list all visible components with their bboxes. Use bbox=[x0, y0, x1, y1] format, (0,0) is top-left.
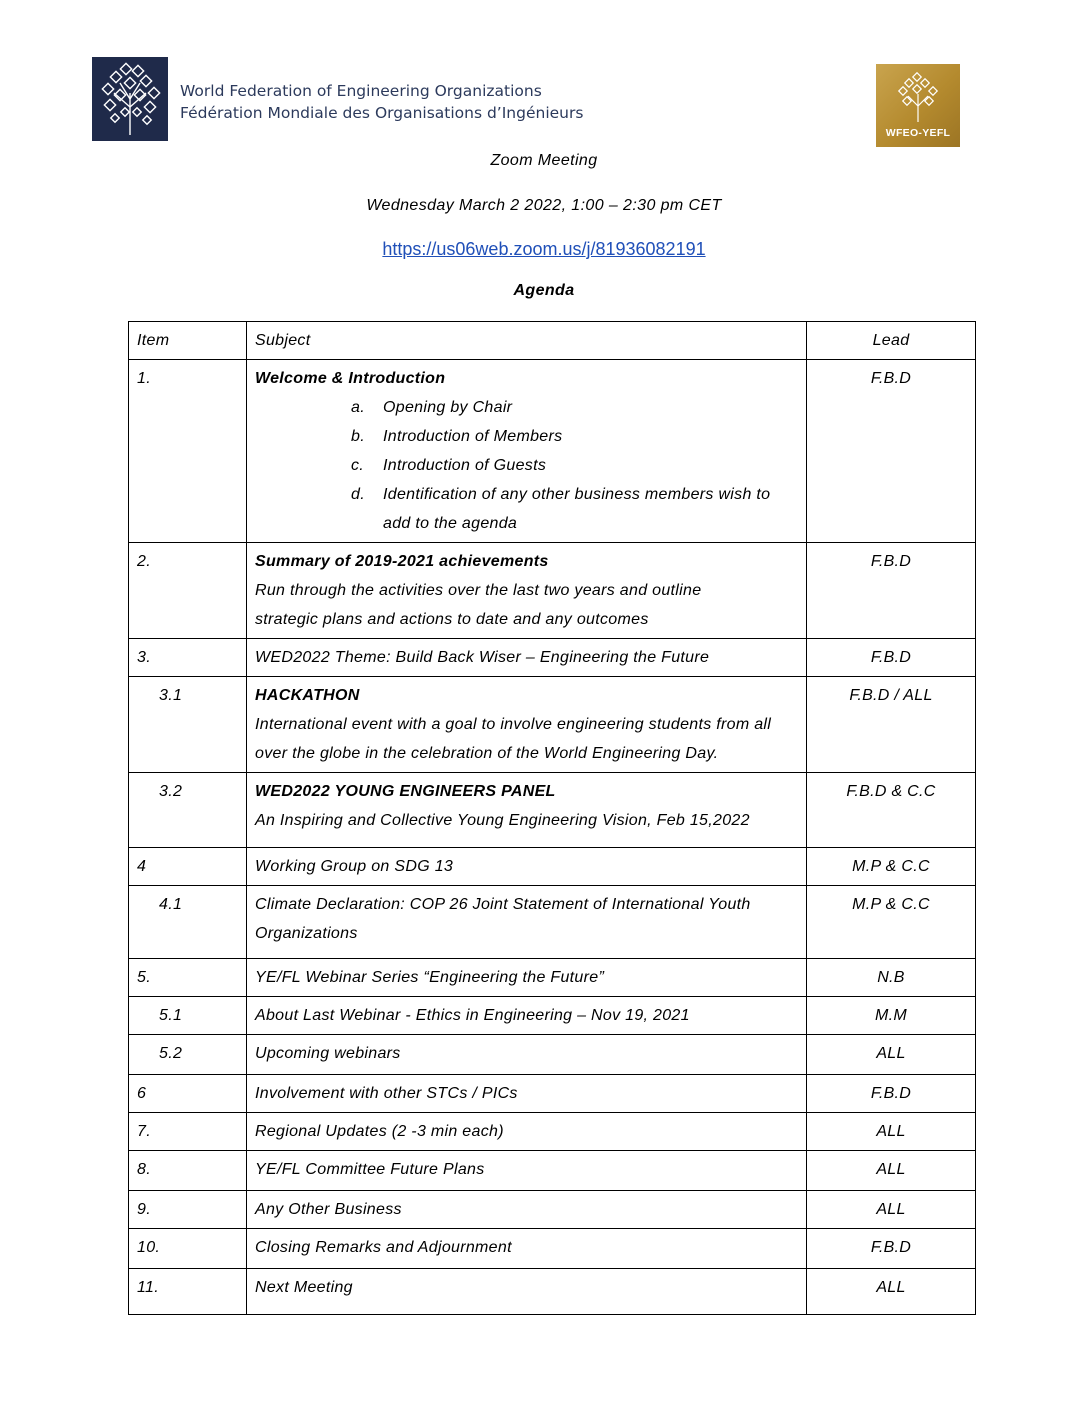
list-item bbox=[255, 451, 798, 480]
wfeo-yefl-logo bbox=[876, 64, 960, 147]
row-title: WED2022 YOUNG ENGINEERS PANEL bbox=[255, 783, 556, 800]
row-lead: F.B.D & C.C bbox=[807, 773, 976, 848]
row-description: Run through the activities over the last two years and outline strategic plans and actions to date and any outcomes bbox=[255, 582, 702, 628]
row-lead: M.M bbox=[807, 997, 976, 1035]
agenda-label: Agenda bbox=[513, 282, 575, 299]
table-row bbox=[129, 1229, 976, 1269]
row-lead: F.B.D bbox=[807, 1229, 976, 1269]
org-name-english: World Federation of Engineering Organizations bbox=[180, 82, 542, 100]
list-letter: a. bbox=[351, 399, 365, 416]
list-letter: b. bbox=[351, 428, 365, 445]
row-title: HACKATHON bbox=[255, 687, 360, 704]
row-lead: F.B.D bbox=[807, 1075, 976, 1113]
list-item bbox=[255, 422, 798, 451]
row-title: Working Group on SDG 13 bbox=[247, 848, 807, 886]
row-item: 3. bbox=[129, 639, 247, 677]
table-row bbox=[129, 543, 976, 639]
organization-names bbox=[180, 80, 583, 124]
row-description: Upcoming webinars bbox=[247, 1035, 807, 1075]
tree-icon bbox=[876, 68, 960, 128]
row-item: 4.1 bbox=[129, 886, 247, 959]
table-row bbox=[129, 1269, 976, 1315]
tree-icon bbox=[92, 57, 168, 141]
row-subject bbox=[247, 543, 807, 639]
list-letter: d. bbox=[351, 486, 365, 503]
row-item: 3.2 bbox=[129, 773, 247, 848]
row-lead: ALL bbox=[807, 1035, 976, 1075]
list-item bbox=[255, 480, 798, 538]
row-item: 7. bbox=[129, 1113, 247, 1151]
row-title: Closing Remarks and Adjournment bbox=[247, 1229, 807, 1269]
row-lead: F.B.D bbox=[807, 639, 976, 677]
table-row bbox=[129, 1035, 976, 1075]
row-subject bbox=[247, 677, 807, 773]
row-description: About Last Webinar - Ethics in Engineering – Nov 19, 2021 bbox=[247, 997, 807, 1035]
table-row bbox=[129, 959, 976, 997]
list-text: Introduction of Members bbox=[383, 428, 563, 445]
row-item: 3.1 bbox=[129, 677, 247, 773]
logo-caption: WFEO-YEFL bbox=[885, 127, 951, 139]
row-lead: M.P & C.C bbox=[807, 886, 976, 959]
zoom-link[interactable]: https://us06web.zoom.us/j/81936082191 bbox=[382, 239, 706, 259]
row-title: Welcome & Introduction bbox=[255, 370, 446, 387]
row-lead: ALL bbox=[807, 1113, 976, 1151]
row-lead: ALL bbox=[807, 1191, 976, 1229]
row-description: International event with a goal to involve engineering students from all over the globe in the celebration of the World Engineering Day. bbox=[255, 716, 772, 762]
row-title: Summary of 2019-2021 achievements bbox=[255, 553, 549, 570]
row-item: 8. bbox=[129, 1151, 247, 1191]
table-row bbox=[129, 886, 976, 959]
org-name-french: Fédération Mondiale des Organisations d’Ingénieurs bbox=[180, 104, 584, 122]
row-item: 5. bbox=[129, 959, 247, 997]
list-text: Identification of any other business members wish to add to the agenda bbox=[383, 486, 771, 532]
row-lead: F.B.D bbox=[807, 543, 976, 639]
table-row bbox=[129, 360, 976, 543]
row-title: YE/FL Webinar Series “Engineering the Future” bbox=[247, 959, 807, 997]
row-item: 6 bbox=[129, 1075, 247, 1113]
row-item: 9. bbox=[129, 1191, 247, 1229]
header-item: Item bbox=[129, 322, 247, 360]
row-item: 5.2 bbox=[129, 1035, 247, 1075]
row-lead: M.P & C.C bbox=[807, 848, 976, 886]
header-lead: Lead bbox=[807, 322, 976, 360]
list-text: Opening by Chair bbox=[383, 399, 513, 416]
list-text: Introduction of Guests bbox=[383, 457, 547, 474]
row-title: YE/FL Committee Future Plans bbox=[247, 1151, 807, 1191]
row-item: 2. bbox=[129, 543, 247, 639]
sub-item-list bbox=[255, 393, 798, 538]
row-lead: ALL bbox=[807, 1269, 976, 1315]
row-lead: N.B bbox=[807, 959, 976, 997]
table-row bbox=[129, 1151, 976, 1191]
row-item: 1. bbox=[129, 360, 247, 543]
table-row bbox=[129, 1113, 976, 1151]
row-title: WED2022 Theme: Build Back Wiser – Engineering the Future bbox=[247, 639, 807, 677]
list-letter: c. bbox=[351, 457, 365, 474]
row-item: 10. bbox=[129, 1229, 247, 1269]
row-title: Regional Updates (2 -3 min each) bbox=[247, 1113, 807, 1151]
table-row bbox=[129, 997, 976, 1035]
table-header-row bbox=[129, 322, 976, 360]
agenda-table bbox=[128, 321, 976, 1315]
row-item: 11. bbox=[129, 1269, 247, 1315]
table-row bbox=[129, 773, 976, 848]
row-title: Next Meeting bbox=[247, 1269, 807, 1315]
table-row bbox=[129, 1075, 976, 1113]
row-item: 5.1 bbox=[129, 997, 247, 1035]
row-description: Climate Declaration: COP 26 Joint Statement of International Youth Organizations bbox=[247, 886, 807, 959]
row-subject bbox=[247, 360, 807, 543]
list-item bbox=[255, 393, 798, 422]
row-subject bbox=[247, 773, 807, 848]
row-lead: F.B.D bbox=[807, 360, 976, 543]
wfeo-logo bbox=[92, 57, 168, 141]
table-row bbox=[129, 639, 976, 677]
header-subject: Subject bbox=[247, 322, 807, 360]
table-row bbox=[129, 677, 976, 773]
row-lead: ALL bbox=[807, 1151, 976, 1191]
row-lead: F.B.D / ALL bbox=[807, 677, 976, 773]
row-title: Any Other Business bbox=[247, 1191, 807, 1229]
table-row bbox=[129, 848, 976, 886]
row-title: Involvement with other STCs / PICs bbox=[247, 1075, 807, 1113]
row-description: An Inspiring and Collective Young Engineering Vision, Feb 15,2022 bbox=[255, 812, 750, 829]
meeting-title: Zoom Meeting bbox=[490, 152, 598, 169]
row-item: 4 bbox=[129, 848, 247, 886]
table-row bbox=[129, 1191, 976, 1229]
meeting-date: Wednesday March 2 2022, 1:00 – 2:30 pm CET bbox=[366, 197, 722, 214]
